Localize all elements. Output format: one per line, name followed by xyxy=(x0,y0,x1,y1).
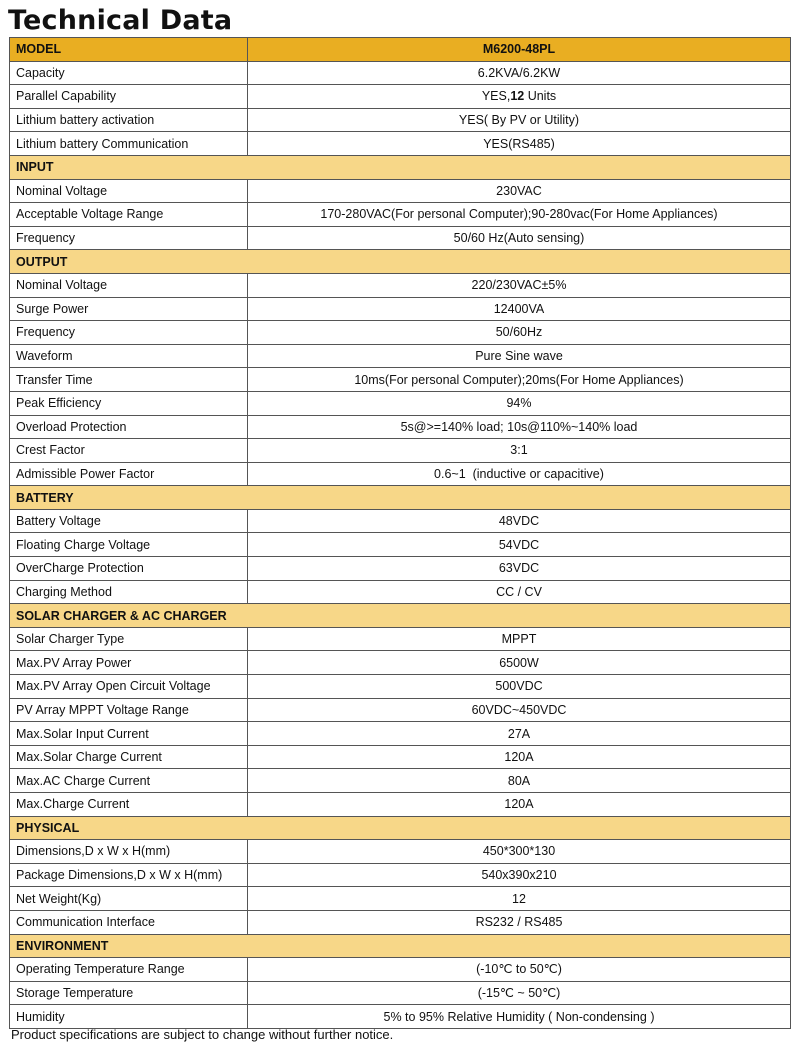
spec-label: Solar Charger Type xyxy=(10,627,248,651)
spec-value: 5s@>=140% load; 10s@110%~140% load xyxy=(248,415,791,439)
spec-row-parallel-capability xyxy=(10,85,791,109)
spec-row-max-solar-input-current xyxy=(10,722,791,746)
spec-value: RS232 / RS485 xyxy=(248,910,791,934)
spec-row-acceptable-voltage-range xyxy=(10,203,791,227)
spec-row-pv-array-mppt-voltage-range xyxy=(10,698,791,722)
spec-row-overcharge-protection xyxy=(10,557,791,581)
spec-label: Frequency xyxy=(10,321,248,345)
spec-row-charging-method xyxy=(10,580,791,604)
section-header-solar-charger-ac-charger xyxy=(10,604,791,628)
spec-value: YES( By PV or Utility) xyxy=(248,108,791,132)
spec-value: 94% xyxy=(248,391,791,415)
spec-row-max-pv-array-open-circuit-voltage xyxy=(10,675,791,699)
spec-label: Max.Charge Current xyxy=(10,793,248,817)
spec-label: PV Array MPPT Voltage Range xyxy=(10,698,248,722)
section-header-input xyxy=(10,155,791,179)
section-title: ENVIRONMENT xyxy=(10,934,791,958)
spec-value: 220/230VAC±5% xyxy=(248,273,791,297)
spec-row-package-dimensions-d-x-w-x-h-mm xyxy=(10,863,791,887)
spec-row-nominal-voltage xyxy=(10,273,791,297)
spec-value: 540x390x210 xyxy=(248,863,791,887)
spec-value: 120A xyxy=(248,745,791,769)
section-header-physical xyxy=(10,816,791,840)
spec-row-admissible-power-factor xyxy=(10,462,791,486)
spec-row-max-pv-array-power xyxy=(10,651,791,675)
spec-label: Overload Protection xyxy=(10,415,248,439)
spec-label: Max.Solar Charge Current xyxy=(10,745,248,769)
model-value: M6200-48PL xyxy=(248,38,791,62)
spec-label: Net Weight(Kg) xyxy=(10,887,248,911)
spec-value xyxy=(248,85,791,109)
spec-label: Capacity xyxy=(10,61,248,85)
spec-value: 230VAC xyxy=(248,179,791,203)
spec-table xyxy=(9,37,791,1029)
spec-value: 6.2KVA/6.2KW xyxy=(248,61,791,85)
section-header-environment xyxy=(10,934,791,958)
spec-value: 80A xyxy=(248,769,791,793)
spec-value: 50/60Hz xyxy=(248,321,791,345)
spec-value: YES(RS485) xyxy=(248,132,791,156)
spec-row-storage-temperature xyxy=(10,981,791,1005)
spec-label: Nominal Voltage xyxy=(10,179,248,203)
spec-label: Max.AC Charge Current xyxy=(10,769,248,793)
section-title: BATTERY xyxy=(10,486,791,510)
spec-row-waveform xyxy=(10,344,791,368)
spec-value: 5% to 95% Relative Humidity ( Non-condensing ) xyxy=(248,1005,791,1029)
spec-value: (-15℃ ~ 50℃) xyxy=(248,981,791,1005)
spec-label: Crest Factor xyxy=(10,439,248,463)
spec-label: Lithium battery Communication xyxy=(10,132,248,156)
spec-row-max-charge-current xyxy=(10,793,791,817)
spec-value: Pure Sine wave xyxy=(248,344,791,368)
spec-label: Humidity xyxy=(10,1005,248,1029)
spec-row-frequency xyxy=(10,226,791,250)
spec-row-crest-factor xyxy=(10,439,791,463)
spec-row-lithium-battery-communication xyxy=(10,132,791,156)
spec-label: OverCharge Protection xyxy=(10,557,248,581)
spec-label: Nominal Voltage xyxy=(10,273,248,297)
spec-value: 3:1 xyxy=(248,439,791,463)
section-title: OUTPUT xyxy=(10,250,791,274)
spec-label: Operating Temperature Range xyxy=(10,958,248,982)
spec-row-nominal-voltage xyxy=(10,179,791,203)
spec-value: 63VDC xyxy=(248,557,791,581)
spec-row-peak-efficiency xyxy=(10,391,791,415)
spec-row-lithium-battery-activation xyxy=(10,108,791,132)
spec-label: Acceptable Voltage Range xyxy=(10,203,248,227)
spec-value-count: 12 xyxy=(510,89,525,104)
spec-row-max-ac-charge-current xyxy=(10,769,791,793)
spec-label: Dimensions,D x W x H(mm) xyxy=(10,840,248,864)
spec-label: Lithium battery activation xyxy=(10,108,248,132)
spec-label: Surge Power xyxy=(10,297,248,321)
page-title: Technical Data xyxy=(8,5,233,36)
spec-label: Peak Efficiency xyxy=(10,391,248,415)
spec-value: CC / CV xyxy=(248,580,791,604)
section-title: PHYSICAL xyxy=(10,816,791,840)
section-header-output xyxy=(10,250,791,274)
spec-row-surge-power xyxy=(10,297,791,321)
spec-label: Max.Solar Input Current xyxy=(10,722,248,746)
section-header-battery xyxy=(10,486,791,510)
spec-value-suffix: Units xyxy=(524,89,557,104)
spec-row-net-weight-kg xyxy=(10,887,791,911)
spec-label: Max.PV Array Open Circuit Voltage xyxy=(10,675,248,699)
spec-label: Storage Temperature xyxy=(10,981,248,1005)
spec-row-communication-interface xyxy=(10,910,791,934)
spec-label: Floating Charge Voltage xyxy=(10,533,248,557)
spec-value: 12400VA xyxy=(248,297,791,321)
spec-label: Communication Interface xyxy=(10,910,248,934)
spec-value-prefix: YES, xyxy=(481,89,511,104)
spec-label: Transfer Time xyxy=(10,368,248,392)
spec-table-body xyxy=(10,38,791,1029)
spec-row-capacity xyxy=(10,61,791,85)
spec-value: 450*300*130 xyxy=(248,840,791,864)
spec-value: 60VDC~450VDC xyxy=(248,698,791,722)
spec-value: 0.6~1 (inductive or capacitive) xyxy=(248,462,791,486)
spec-label: Waveform xyxy=(10,344,248,368)
model-row xyxy=(10,38,791,62)
spec-label: Max.PV Array Power xyxy=(10,651,248,675)
footnote: Product specifications are subject to change without further notice. xyxy=(11,1027,394,1042)
spec-row-battery-voltage xyxy=(10,509,791,533)
spec-value: 12 xyxy=(248,887,791,911)
spec-label: Charging Method xyxy=(10,580,248,604)
spec-label: Package Dimensions,D x W x H(mm) xyxy=(10,863,248,887)
spec-label: Admissible Power Factor xyxy=(10,462,248,486)
spec-label: Parallel Capability xyxy=(10,85,248,109)
spec-row-operating-temperature-range xyxy=(10,958,791,982)
spec-value: 170-280VAC(For personal Computer);90-280vac(For Home Appliances) xyxy=(248,203,791,227)
spec-value: 6500W xyxy=(248,651,791,675)
section-title: SOLAR CHARGER & AC CHARGER xyxy=(10,604,791,628)
spec-row-dimensions-d-x-w-x-h-mm xyxy=(10,840,791,864)
spec-row-floating-charge-voltage xyxy=(10,533,791,557)
spec-value: 10ms(For personal Computer);20ms(For Home Appliances) xyxy=(248,368,791,392)
spec-row-humidity xyxy=(10,1005,791,1029)
spec-row-max-solar-charge-current xyxy=(10,745,791,769)
spec-row-overload-protection xyxy=(10,415,791,439)
spec-value: 500VDC xyxy=(248,675,791,699)
spec-row-solar-charger-type xyxy=(10,627,791,651)
spec-value: 48VDC xyxy=(248,509,791,533)
model-label: MODEL xyxy=(10,38,248,62)
spec-value: 50/60 Hz(Auto sensing) xyxy=(248,226,791,250)
spec-label: Frequency xyxy=(10,226,248,250)
spec-value: 120A xyxy=(248,793,791,817)
spec-value: 27A xyxy=(248,722,791,746)
spec-value: MPPT xyxy=(248,627,791,651)
spec-value: 54VDC xyxy=(248,533,791,557)
spec-value: (-10℃ to 50℃) xyxy=(248,958,791,982)
spec-label: Battery Voltage xyxy=(10,509,248,533)
spec-row-transfer-time xyxy=(10,368,791,392)
spec-row-frequency xyxy=(10,321,791,345)
section-title: INPUT xyxy=(10,155,791,179)
